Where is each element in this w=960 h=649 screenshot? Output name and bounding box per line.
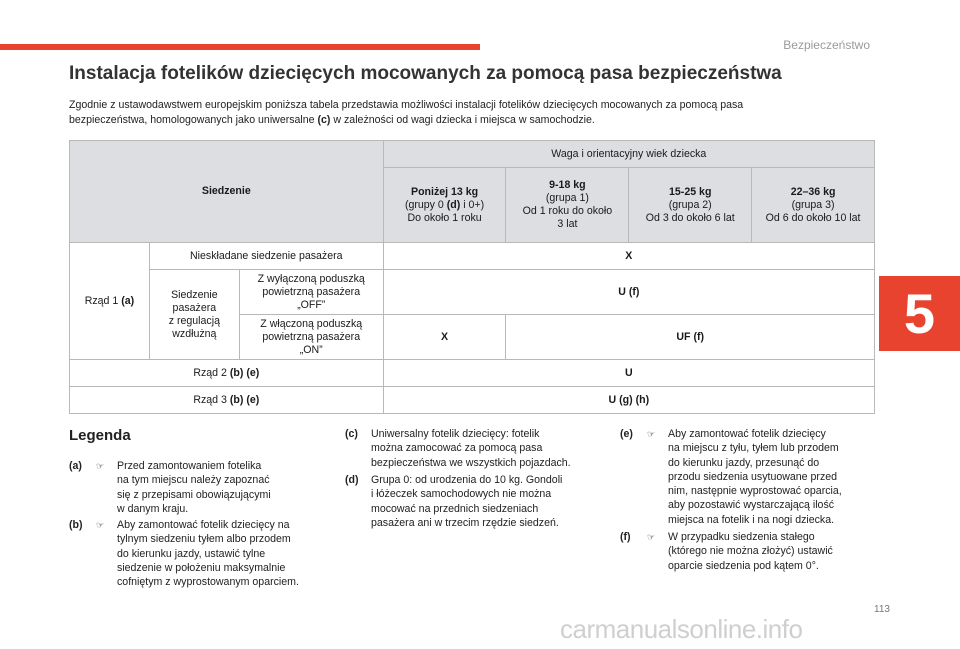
chapter-tab: 5 — [879, 276, 960, 351]
legend-text-c: Uniwersalny fotelik dziecięcy: fotelik można zamocować za pomocą pasa bezpieczeństwa we wszystkich pojazdach. — [371, 428, 571, 469]
legend-text-d: Grupa 0: od urodzenia do 10 kg. Gondoli i łóżeczek samochodowych nie można mocować na przednich siedzeniach pasażera ani w trzecim rzędzie siedzeń. — [371, 474, 563, 529]
weight-group-0: Poniżej 13 kg (grupy 0 (d) i 0+) Do około 1 roku — [383, 168, 506, 243]
child-seat-table — [69, 140, 875, 414]
weight-group-2: 15-25 kg (grupa 2) Od 3 do około 6 lat — [629, 168, 752, 243]
adjustable-seat-label: Siedzenie pasażera z regulacją wzdłużną — [149, 270, 239, 360]
pointing-hand-icon: ☞ — [96, 520, 105, 530]
legend-text-f: W przypadku siedzenia stałego (którego nie można złożyć) ustawić oparcie siedzenia pod kątem 0°. — [668, 531, 833, 572]
watermark: carmanualsonline.info — [560, 614, 803, 644]
legend-key-e: (e) — [620, 428, 633, 440]
legend-key-f: (f) — [620, 531, 631, 543]
pointing-hand-icon: ☞ — [96, 461, 105, 471]
row2-value: U — [383, 360, 874, 387]
intro-ref-c: (c) — [317, 114, 331, 126]
legend-text-b: Aby zamontować fotelik dziecięcy na tylnym siedzeniu tyłem albo przodem do kierunku jazdy, ustawić tylne siedzenie w położeniu maksymalnie cofniętym z wyprostowanym oparciem. — [117, 519, 299, 589]
nonfold-seat-value: X — [383, 243, 874, 270]
legend-item-c — [345, 427, 605, 472]
legend-item-b — [69, 518, 339, 590]
legend-key-c: (c) — [345, 428, 358, 440]
header-seat: Siedzenie — [70, 141, 384, 243]
nonfold-seat-label: Nieskładane siedzenie pasażera — [149, 243, 383, 270]
airbag-off-label: Z wyłączoną poduszką powietrzną pasażera „OFF” — [239, 270, 383, 315]
legend-key-d: (d) — [345, 474, 359, 486]
intro-line-1: Zgodnie z ustawodawstwem europejskim poniższa tabela przedstawia możliwości instalacji fotelików dziecięcych mocowanych za pomocą pasa — [69, 99, 744, 111]
row3-value: U (g) (h) — [383, 387, 874, 414]
row1-label: Rząd 1 (a) — [70, 243, 150, 360]
page-title: Instalacja fotelików dziecięcych mocowanych za pomocą pasa bezpieczeństwa — [69, 63, 782, 84]
intro-line-2a: bezpieczeństwa, homologowanych jako uniwersalne — [69, 114, 318, 126]
pointing-hand-icon: ☞ — [647, 429, 656, 439]
legend-title: Legenda — [69, 427, 131, 444]
page-number: 113 — [874, 604, 890, 615]
legend-key-a: (a) — [69, 460, 82, 472]
top-accent-bar — [0, 44, 480, 50]
airbag-on-value-group0: X — [383, 315, 506, 360]
airbag-on-label: Z włączoną poduszką powietrzną pasażera „ON” — [239, 315, 383, 360]
row2-label: Rząd 2 (b) (e) — [70, 360, 384, 387]
weight-group-1: 9-18 kg (grupa 1) Od 1 roku do około 3 lat — [506, 168, 629, 243]
legend-item-e — [620, 427, 880, 529]
legend-item-d — [345, 473, 605, 533]
legend-text-a: Przed zamontowaniem fotelika na tym miejscu należy zapoznać się z przepisami obowiązującymi w danym kraju. — [117, 460, 271, 515]
section-title: Bezpieczeństwo — [783, 38, 870, 52]
header-weight: Waga i orientacyjny wiek dziecka — [383, 141, 874, 168]
legend-text-e: Aby zamontować fotelik dziecięcy na miejscu z tyłu, tyłem lub przodem do kierunku jazdy, przesunąć do przodu siedzenia usytuowane przed nim, następnie wyprostować oparcia, aby pozostawić wystarczającą ilość miejsca na fotelik i na nogi dziecka. — [668, 428, 842, 526]
intro-paragraph — [69, 98, 879, 128]
weight-group-3: 22–36 kg (grupa 3) Od 6 do około 10 lat — [752, 168, 875, 243]
airbag-off-value: U (f) — [383, 270, 874, 315]
row3-label: Rząd 3 (b) (e) — [70, 387, 384, 414]
legend-item-a — [69, 459, 339, 519]
intro-line-2c: w zależności od wagi dziecka i miejsca w samochodzie. — [330, 114, 595, 126]
pointing-hand-icon: ☞ — [647, 532, 656, 542]
legend-key-b: (b) — [69, 519, 83, 531]
airbag-on-value-others: UF (f) — [506, 315, 875, 360]
legend-item-f — [620, 530, 880, 575]
